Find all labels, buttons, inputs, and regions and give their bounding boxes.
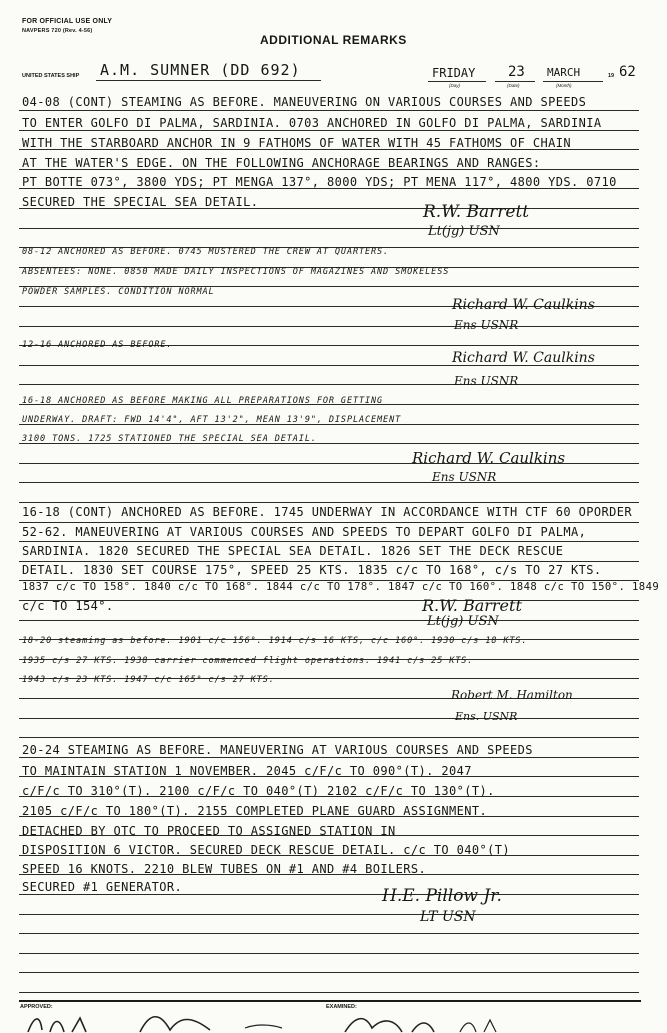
entry-line: DETAIL. 1830 SET COURSE 175°, SPEED 25 KTS. 1835 c/c TO 168°, c/s TO 27 KTS.: [22, 563, 602, 577]
entry-line: WITH THE STARBOARD ANCHOR IN 9 FATHOMS OF WATER WITH 45 FATHOMS OF CHAIN: [22, 136, 571, 150]
month-value: MARCH: [547, 66, 581, 79]
entry-line: 16-18 ANCHORED AS BEFORE MAKING ALL PREPARATIONS FOR GETTING: [22, 396, 384, 406]
entry-line: SPEED 16 KNOTS. 2210 BLEW TUBES ON #1 AND #4 BOILERS.: [22, 862, 427, 876]
officer-rank: Ens. USNR: [455, 710, 518, 723]
form-number: NAVPERS 720 (Rev. 4-56): [22, 28, 93, 34]
officer-signature: H.E. Pillow Jr.: [382, 886, 502, 906]
ship-underline: [96, 80, 321, 81]
officer-signature: Richard W. Caulkins: [452, 350, 595, 366]
year-prefix: 19: [608, 73, 615, 79]
entry-line: 04-08 (CONT) STEAMING AS BEFORE. MANEUVERING ON VARIOUS COURSES AND SPEEDS: [22, 95, 587, 109]
ruled-line: [19, 228, 639, 229]
entry-line: 16-18 (CONT) ANCHORED AS BEFORE. 1745 UNDERWAY IN ACCORDANCE WITH CTF 60 OPORDER: [22, 505, 632, 519]
footer-signatures-scrawl: [20, 1010, 640, 1033]
date-value: 23: [508, 64, 525, 80]
officer-signature: R.W. Barrett: [422, 596, 522, 615]
day-underline: [428, 81, 486, 82]
officer-rank: Lt(jg) USN: [427, 614, 499, 629]
entry-line: SECURED #1 GENERATOR.: [22, 880, 183, 894]
entry-line: 1837 c/c TO 158°. 1840 c/c TO 168°. 1844 c/c TO 178°. 1847 c/c TO 160°. 1848 c/c TO 150°. 1849: [22, 581, 660, 593]
entry-line: PT BOTTE 073°, 3800 YDS; PT MENGA 137°, 8000 YDS; PT MENA 117°, 4800 YDS. 0710: [22, 175, 617, 189]
ruled-line: [19, 757, 639, 758]
ship-label: UNITED STATES SHIP: [22, 73, 80, 79]
ruled-line: [19, 953, 639, 954]
ruled-line: [19, 561, 639, 562]
footer-rule: [19, 1000, 641, 1002]
ruled-line: [19, 110, 639, 111]
month-underline: [543, 81, 603, 82]
ruled-line: [19, 541, 639, 542]
page-title: ADDITIONAL REMARKS: [260, 33, 407, 47]
month-label: (Month): [556, 83, 572, 88]
ruled-line: [19, 718, 639, 719]
entry-line: 52-62. MANEUVERING AT VARIOUS COURSES AND SPEEDS TO DEPART GOLFO DI PALMA,: [22, 525, 587, 539]
officer-rank: Ens USNR: [432, 470, 497, 484]
officer-rank: Lt(jg) USN: [428, 224, 500, 239]
ruled-line: [19, 130, 639, 131]
ruled-line: [19, 933, 639, 934]
officer-signature: Richard W. Caulkins: [452, 297, 595, 313]
ship-name: A.M. SUMNER (DD 692): [100, 61, 301, 79]
ship-date-line: [0, 55, 667, 95]
ruled-line: [19, 992, 639, 993]
ruled-line: [19, 522, 639, 523]
year-value: 62: [619, 64, 636, 80]
entry-line: c/c TO 154°.: [22, 599, 114, 613]
entry-line: c/F/c TO 310°(T). 2100 c/F/c TO 040°(T) 2102 c/F/c TO 130°(T).: [22, 784, 495, 798]
date-label: (Date): [507, 83, 520, 88]
date-underline: [495, 81, 535, 82]
ruled-line: [19, 972, 639, 973]
entry-line: DETACHED BY OTC TO PROCEED TO ASSIGNED STATION IN: [22, 824, 396, 838]
entry-line: TO ENTER GOLFO DI PALMA, SARDINIA. 0703 ANCHORED IN GOLFO DI PALMA, SARDINIA: [22, 116, 602, 130]
entry-line: 1943 c/s 23 KTS. 1947 c/c 165° c/s 27 KTS.: [22, 675, 275, 685]
entry-line: SECURED THE SPECIAL SEA DETAIL.: [22, 195, 259, 209]
ruled-line: [19, 482, 639, 483]
entry-line: 12-16 ANCHORED AS BEFORE.: [22, 340, 173, 350]
day-value: FRIDAY: [432, 66, 476, 80]
approved-label: APPROVED:: [20, 1004, 53, 1010]
entry-line: DISPOSITION 6 VICTOR. SECURED DECK RESCUE DETAIL. c/c TO 040°(T): [22, 843, 510, 857]
officer-rank: Ens USNR: [454, 318, 519, 332]
ruled-line: [19, 326, 639, 327]
ruled-line: [19, 894, 639, 895]
entry-line: 3100 TONS. 1725 STATIONED THE SPECIAL SEA DETAIL.: [22, 434, 317, 444]
entry-line: 18-20 steaming as before. 1901 c/c 156°. 1914 c/s 16 KTS, c/c 160°. 1930 c/s 18 KTS.: [22, 636, 528, 646]
entry-line: AT THE WATER'S EDGE. ON THE FOLLOWING ANCHORAGE BEARINGS AND RANGES:: [22, 156, 541, 170]
entry-line: 20-24 STEAMING AS BEFORE. MANEUVERING AT VARIOUS COURSES AND SPEEDS: [22, 743, 533, 757]
entry-line: ABSENTEES: NONE. 0850 MADE DAILY INSPECTIONS OF MAGAZINES AND SMOKELESS: [22, 267, 450, 277]
officer-signature: Robert M. Hamilton: [451, 688, 573, 702]
entry-line: POWDER SAMPLES. CONDITION NORMAL: [22, 287, 215, 297]
ruled-line: [19, 502, 639, 503]
officer-signature: Richard W. Caulkins: [412, 449, 566, 467]
entry-line: 1935 c/s 27 KTS. 1938 carrier commenced flight operations. 1941 c/s 25 KTS.: [22, 656, 474, 666]
official-use-stamp: FOR OFFICIAL USE ONLY: [22, 18, 113, 25]
ruled-line: [19, 384, 639, 385]
entry-line: UNDERWAY. DRAFT: FWD 14'4", AFT 13'2", MEAN 13'9", DISPLACEMENT: [22, 415, 402, 425]
day-label: (Day): [449, 83, 460, 88]
examined-label: EXAMINED:: [326, 1004, 357, 1010]
ruled-line: [19, 737, 639, 738]
entry-line: TO MAINTAIN STATION 1 NOVEMBER. 2045 c/F/c TO 090°(T). 2047: [22, 764, 472, 778]
officer-signature: R.W. Barrett: [423, 202, 530, 222]
officer-rank: Ens USNR: [454, 374, 519, 388]
ruled-line: [19, 914, 639, 915]
ruled-line: [19, 620, 639, 621]
officer-rank: LT USN: [420, 909, 476, 925]
entry-line: 08-12 ANCHORED AS BEFORE. 0745 MUSTERED THE CREW AT QUARTERS.: [22, 247, 390, 257]
entry-line: SARDINIA. 1820 SECURED THE SPECIAL SEA DETAIL. 1826 SET THE DECK RESCUE: [22, 544, 564, 558]
entry-line: 2105 c/F/c TO 180°(T). 2155 COMPLETED PLANE GUARD ASSIGNMENT.: [22, 804, 488, 818]
